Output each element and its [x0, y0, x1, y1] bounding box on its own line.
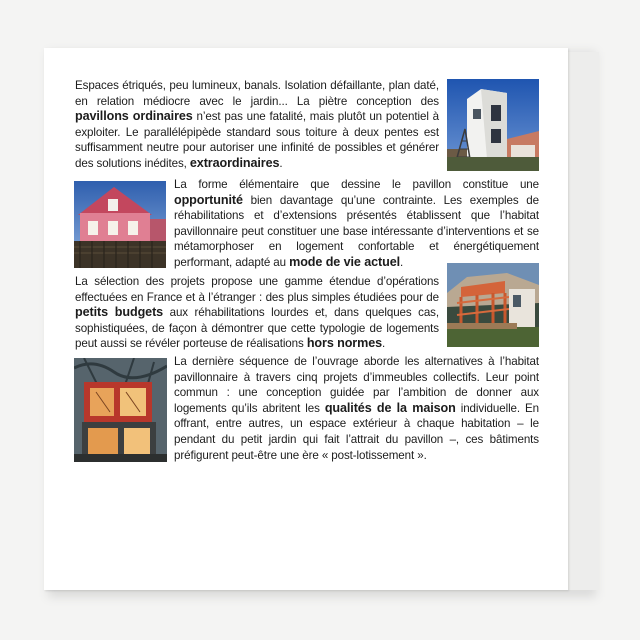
photo-white-house: [447, 79, 539, 171]
paragraph-1-text-b: n’est pas une fatalité, mais plutôt un potentiel à exploiter. Le parallélépipède standard sous toiture à deux pentes est suffisamment neutre pour autoriser une infinité de possibles et générer des solutions inédites,: [75, 110, 439, 170]
paragraph-1-text-c: .: [279, 156, 283, 170]
emphasis-mode-de-vie-actuel: mode de vie actuel: [289, 254, 400, 269]
emphasis-extraordinaires: extraordinaires: [189, 155, 280, 170]
photo-wood-extension: [447, 263, 539, 347]
paragraph-3-text-c: .: [382, 337, 386, 351]
paragraph-2-text-c: .: [400, 255, 404, 269]
paragraph-4: [174, 354, 539, 463]
paragraph-3-text-a: La sélection des projets propose une gamme étendue d’opérations effectuées en France et à l’étranger : des plus simples étudiées pour de: [75, 275, 439, 304]
book-back-cover: [44, 48, 568, 590]
paragraph-3-text-b: aux réhabilitations lourdes et, dans quelques cas, sophistiquées, de façon à démontrer que cette typologie de logements peut aussi se révéler porteuse de réalisations: [75, 306, 439, 351]
paragraph-4-text-a: La dernière séquence de l’ouvrage aborde les alternatives à l’habitat pavillonnaire à travers cinq projets d’immeubles collectifs. Leur point commun : une conception guidée par l’ambition de donner aux logements qu’ils abritent les: [174, 355, 539, 415]
emphasis-pavillons-ordinaires: pavillons ordinaires: [75, 109, 193, 124]
paragraph-1: [75, 78, 439, 172]
emphasis-qualites-de-la-maison: qualités de la maison: [324, 400, 456, 415]
emphasis-petits-budgets: petits budgets: [75, 305, 164, 320]
paragraph-4-text-b: individuelle. En offrant, entre autres, un espace extérieur à chaque habitation – le pendant du petit jardin qui fait l’attrait du pavillon –, ces bâtiments préfigurent peut-être une ère « post-lotissement ».: [174, 401, 539, 462]
paragraph-3: [75, 274, 439, 352]
photo-container-house: [74, 358, 167, 462]
emphasis-opportunite: opportunité: [174, 192, 243, 207]
photo-pink-house: [74, 181, 166, 268]
paragraph-2-text-a: La forme élémentaire que dessine le pavillon constitue une: [174, 178, 539, 191]
emphasis-hors-normes: hors normes: [306, 336, 383, 351]
paragraph-2-text-b: bien davantage qu’une contrainte. Les exemples de réhabilitations et d’extensions présentés établissent que l’habitat pavillonnaire peut constituer une base intéressante d’interventions et se métamorphoser en logement confortable et énergétiquement performant, adapté au: [174, 193, 539, 269]
paragraph-2: [174, 177, 539, 271]
paragraph-1-text-a: Espaces étriqués, peu lumineux, banals. Isolation défaillante, plan daté, en relation médiocre avec le jardin... La piètre conception des: [75, 79, 439, 108]
